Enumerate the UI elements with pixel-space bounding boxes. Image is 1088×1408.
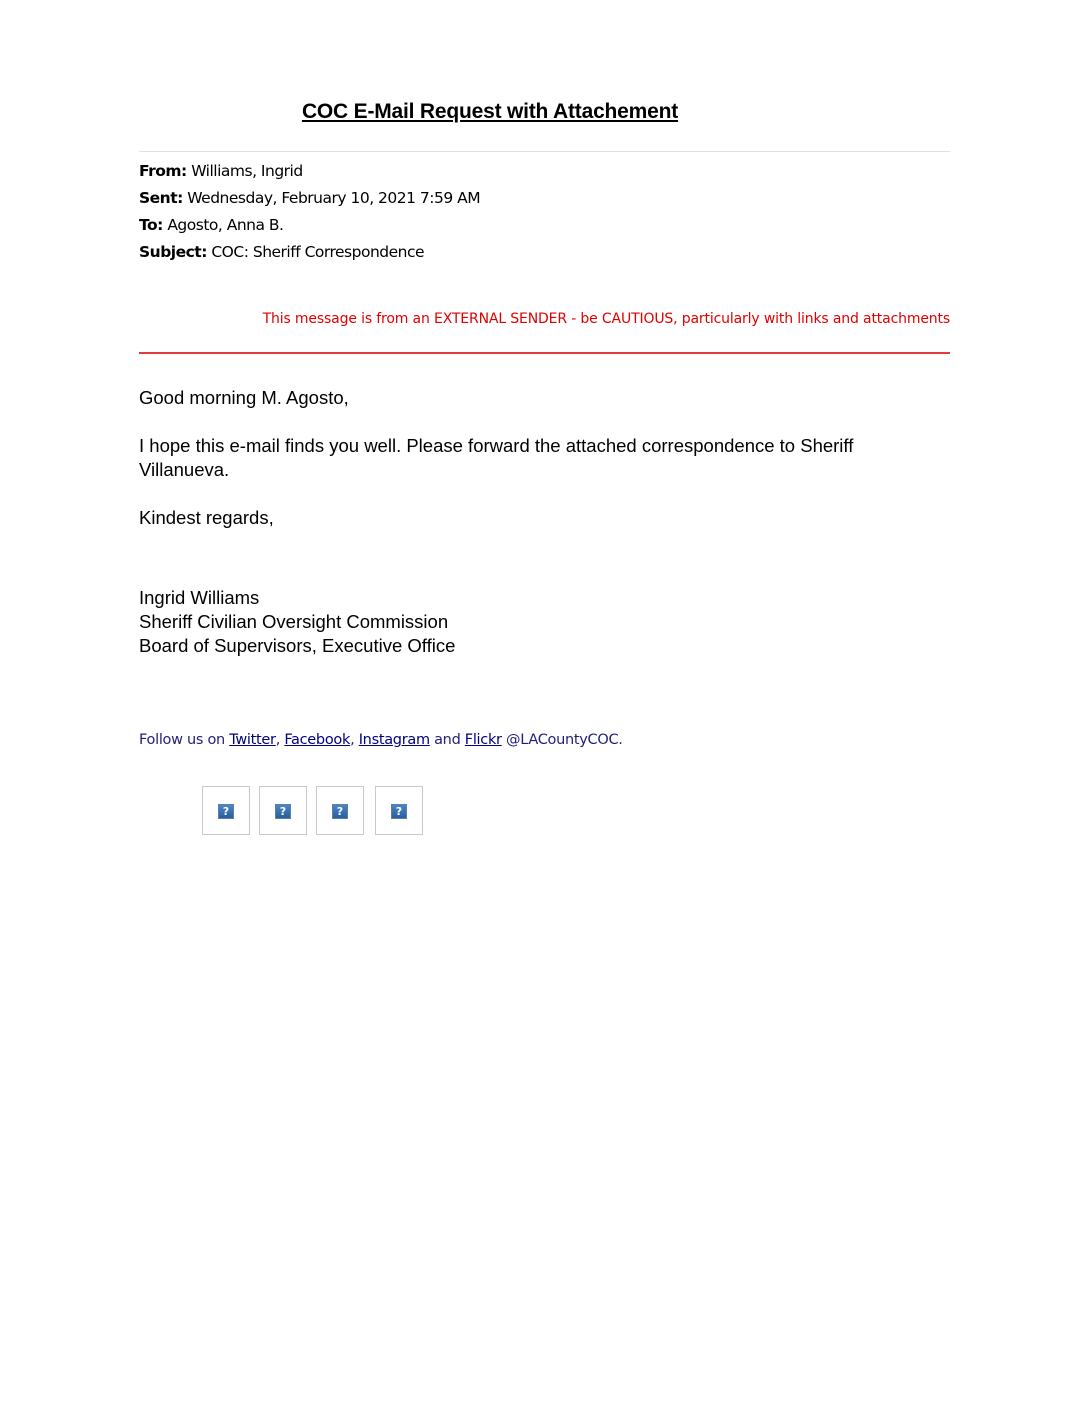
sent-label: Sent: — [139, 189, 183, 207]
social-handle: @LACountyCOC. — [501, 732, 623, 748]
email-closing: Kindest regards, — [139, 507, 274, 528]
sent-value: Wednesday, February 10, 2021 7:59 AM — [187, 189, 481, 207]
twitter-link[interactable]: Twitter — [229, 732, 276, 748]
broken-image-icon: ? — [332, 804, 348, 819]
subject-value: COC: Sheriff Correspondence — [211, 243, 425, 261]
from-value: Williams, Ingrid — [191, 162, 303, 180]
to-value: Agosto, Anna B. — [167, 216, 284, 234]
social-image-1[interactable] — [202, 786, 250, 835]
subject-label: Subject: — [139, 243, 207, 261]
paragraph-line-2: Villanueva. — [139, 459, 230, 480]
broken-image-icon: ? — [391, 804, 407, 819]
header-divider — [139, 151, 950, 152]
external-sender-warning: This message is from an EXTERNAL SENDER - be CAUTIOUS, particularly with links and attachments — [262, 311, 950, 327]
paragraph-line-1: I hope this e-mail finds you well. Please forward the attached correspondence to Sheriff — [139, 435, 854, 456]
to-line — [139, 212, 480, 239]
email-signature — [139, 586, 919, 658]
signature-name: Ingrid Williams — [139, 587, 260, 608]
instagram-link[interactable]: Instagram — [358, 732, 430, 748]
social-image-2[interactable] — [259, 786, 307, 835]
email-paragraph — [139, 434, 919, 482]
to-label: To: — [139, 216, 163, 234]
follow-us-line — [139, 732, 623, 748]
social-image-3[interactable] — [316, 786, 364, 835]
broken-image-icon: ? — [218, 804, 234, 819]
document-title: COC E-Mail Request with Attachement — [301, 100, 679, 123]
facebook-link[interactable]: Facebook — [284, 732, 351, 748]
flickr-link[interactable]: Flickr — [464, 732, 502, 748]
separator: , — [275, 732, 285, 748]
social-image-4[interactable] — [375, 786, 423, 835]
signature-office: Board of Supervisors, Executive Office — [139, 635, 456, 656]
broken-image-icon: ? — [275, 804, 291, 819]
email-greeting: Good morning M. Agosto, — [139, 387, 349, 408]
follow-prefix: Follow us on — [139, 732, 230, 748]
separator: , — [350, 732, 359, 748]
warning-divider — [139, 352, 950, 354]
signature-org: Sheriff Civilian Oversight Commission — [139, 611, 449, 632]
sent-line — [139, 185, 480, 212]
from-line — [139, 158, 480, 185]
subject-line — [139, 239, 480, 266]
and-text: and — [429, 732, 465, 748]
from-label: From: — [139, 162, 187, 180]
email-header — [139, 158, 480, 266]
